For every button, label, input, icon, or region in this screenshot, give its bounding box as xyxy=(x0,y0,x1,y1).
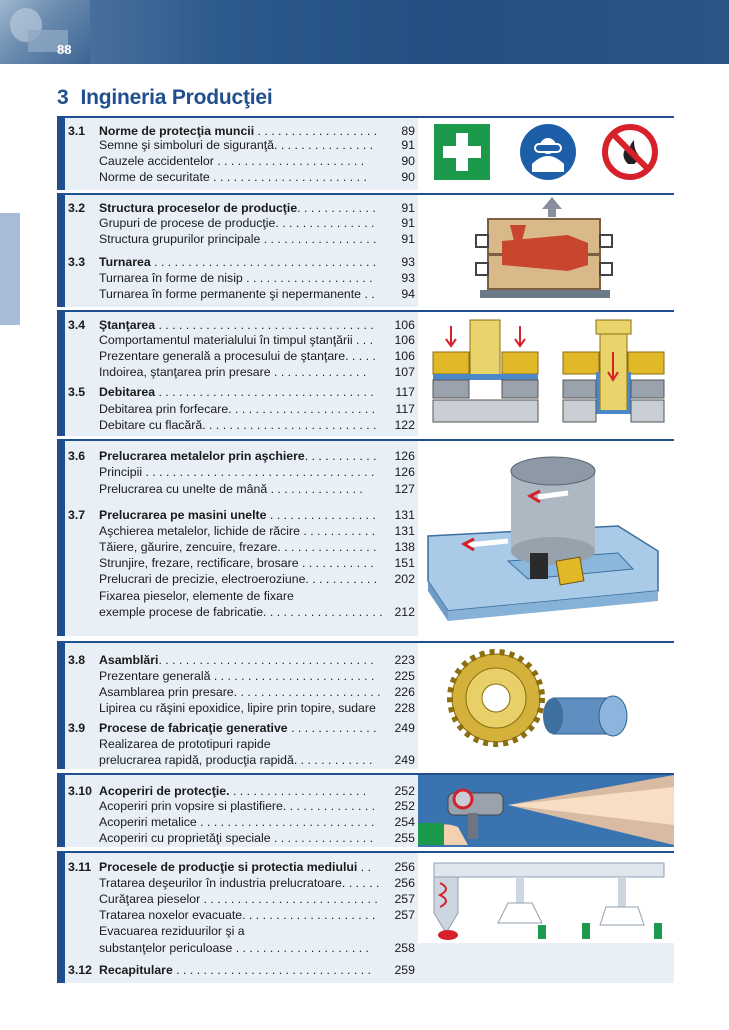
toc-entry[interactable]: Cauzele accidentelor . . . . . . . . . . . . . . . . . . . . . . 90 xyxy=(99,154,415,168)
spray-gun-illustration xyxy=(418,775,674,847)
toc-entry[interactable]: Acoperiri cu proprietăţi speciale . . . . . . . . . . . . . . . 255 xyxy=(99,831,415,845)
toc-entry[interactable]: Prezentare generală . . . . . . . . . . . . . . . . . . . . . . . . 225 xyxy=(99,669,415,683)
safety-signs-illustration xyxy=(418,118,674,190)
toc-entry[interactable]: Realizarea de prototipuri rapide xyxy=(99,737,271,751)
toc-entry[interactable]: Tratarea deşeurilor în industria prelucratoare. . . . . . 256 xyxy=(99,876,415,890)
toc-entry-3-9[interactable]: 3.9 Procese de fabricaţie generative . . . . . . . . . . . . . 249 xyxy=(68,721,415,735)
toc-entry[interactable]: Lipirea cu răşini epoxidice, lipire prin topire, sudare 228 xyxy=(99,701,415,715)
toc-entry[interactable]: Structura grupurilor principale . . . . . . . . . . . . . . . . . 91 xyxy=(99,232,415,246)
toc-entry[interactable]: Aşchierea metalelor, lichide de răcire . . . . . . . . . . . 131 xyxy=(99,524,415,538)
toc-entry[interactable]: Comportamentul materialului în timpul ştanţării . . . 106 xyxy=(99,333,415,347)
toc-entry-3-4[interactable]: 3.4 Ştanţarea . . . . . . . . . . . . . . . . . . . . . . . . . . . . . . . . 106 xyxy=(68,318,415,332)
toc-entry[interactable]: Evacuarea reziduurilor şi a xyxy=(99,924,245,938)
goggles-sign-icon xyxy=(520,124,576,180)
toc-entry[interactable]: Prelucrari de precizie, electroeroziune. . . . . . . . . . . 202 xyxy=(99,572,415,586)
toc-entry[interactable]: Acoperiri metalice . . . . . . . . . . . . . . . . . . . . . . . . . . 254 xyxy=(99,815,415,829)
toc-entry[interactable]: Norme de securitate . . . . . . . . . . . . . . . . . . . . . . . 90 xyxy=(99,170,415,184)
toc-entry-3-6[interactable]: 3.6 Prelucrarea metalelor prin aşchiere. . . . . . . . . . . 126 xyxy=(68,449,415,463)
toc-entry[interactable]: Turnarea în forme de nisip . . . . . . . . . . . . . . . . . . . 93 xyxy=(99,271,415,285)
toc-entry-3-10[interactable]: 3.10 Acoperiri de protecţie. . . . . . . . . . . . . . . . . . . . . 252 xyxy=(68,784,415,798)
chapter-number: 3 xyxy=(57,86,69,109)
toc-entry-3-2[interactable]: 3.2 Structura proceselor de producţie. . . . . . . . . . . . 91 xyxy=(68,201,415,215)
toc-entry[interactable]: Semne şi simboluri de siguranţă. . . . . . . . . . . . . . . 91 xyxy=(99,138,415,152)
toc-entry[interactable]: Fixarea pieselor, elemente de fixare xyxy=(99,589,294,603)
toc-entry[interactable]: Asamblarea prin presare. . . . . . . . . . . . . . . . . . . . . . 226 xyxy=(99,685,415,699)
toc-entry-3-12[interactable]: 3.12 Recapitulare . . . . . . . . . . . . . . . . . . . . . . . . . . . . . 259 xyxy=(68,963,415,977)
toc-entry[interactable]: exemple procese de fabricatie. . . . . . . . . . . . . . . . . . 212 xyxy=(99,605,415,619)
toc-entry-3-8[interactable]: 3.8 Asamblări. . . . . . . . . . . . . . . . . . . . . . . . . . . . . . . . 223 xyxy=(68,653,415,667)
toc-entry-3-1[interactable]: 3.1 Norme de protecţia muncii . . . . . . . . . . . . . . . . . . 89 xyxy=(68,124,415,138)
toc-entry[interactable]: Principii . . . . . . . . . . . . . . . . . . . . . . . . . . . . . . . . . . 126 xyxy=(99,465,415,479)
stamping-illustration xyxy=(418,312,674,436)
toc-section-safety xyxy=(57,116,674,190)
chapter-name: Ingineria Producţiei xyxy=(80,86,273,109)
chapter-title xyxy=(57,86,273,110)
toc-section-assembly xyxy=(57,641,674,769)
no-fire-sign-icon xyxy=(602,124,658,180)
toc-entry[interactable]: Turnarea în forme permanente şi nepermanente . . 94 xyxy=(99,287,415,301)
first-aid-sign-icon xyxy=(434,124,490,180)
toc-section-environment xyxy=(57,851,674,983)
toc-entry-3-11[interactable]: 3.11 Procesele de producţie si protectia mediului . . 256 xyxy=(68,860,415,874)
toc-entry[interactable]: prelucrarea rapidă, producţia rapidă. . . . . . . . . . . . 249 xyxy=(99,753,415,767)
toc-entry[interactable]: Grupuri de procese de producţie. . . . . . . . . . . . . . . 91 xyxy=(99,216,415,230)
exhaust-system-illustration xyxy=(418,853,674,943)
gear-assembly-illustration xyxy=(418,643,674,769)
toc-entry-3-5[interactable]: 3.5 Debitarea . . . . . . . . . . . . . . . . . . . . . . . . . . . . . . . . 117 xyxy=(68,385,415,399)
milling-illustration xyxy=(418,441,674,636)
side-tab xyxy=(0,213,20,325)
toc-section-coatings xyxy=(57,773,674,847)
toc-section-stamping xyxy=(57,310,674,436)
toc-entry[interactable]: Tăiere, găurire, zencuire, frezare. . . . . . . . . . . . . . . 138 xyxy=(99,540,415,554)
page-header xyxy=(0,0,729,64)
header-photo xyxy=(0,0,90,64)
toc-section-casting xyxy=(57,193,674,307)
toc-entry[interactable]: substanţelor periculoase . . . . . . . . . . . . . . . . . . . . 258 xyxy=(99,941,415,955)
toc-entry[interactable]: Debitarea prin forfecare. . . . . . . . . . . . . . . . . . . . . . 117 xyxy=(99,402,415,416)
toc-entry[interactable]: Strunjire, frezare, rectificare, brosare . . . . . . . . . . . 151 xyxy=(99,556,415,570)
page-number: 88 xyxy=(57,42,72,57)
toc-entry[interactable]: Curăţarea pieselor . . . . . . . . . . . . . . . . . . . . . . . . . . 257 xyxy=(99,892,415,906)
toc-entry-3-3[interactable]: 3.3 Turnarea . . . . . . . . . . . . . . . . . . . . . . . . . . . . . . . . . 93 xyxy=(68,255,415,269)
toc-entry[interactable]: Indoirea, ştanţarea prin presare . . . . . . . . . . . . . . 107 xyxy=(99,365,415,379)
toc-entry[interactable]: Acoperiri prin vopsire si plastifiere. . . . . . . . . . . . . . 252 xyxy=(99,799,415,813)
toc-entry[interactable]: Tratarea noxelor evacuate. . . . . . . . . . . . . . . . . . . . 257 xyxy=(99,908,415,922)
toc-entry[interactable]: Debitare cu flacără. . . . . . . . . . . . . . . . . . . . . . . . . . 122 xyxy=(99,418,415,432)
toc-entry[interactable]: Prezentare generală a procesului de ştanţare. . . . . 106 xyxy=(99,349,415,363)
toc-entry[interactable]: Prelucrarea cu unelte de mână . . . . . . . . . . . . . . 127 xyxy=(99,482,415,496)
toc-entry-3-7[interactable]: 3.7 Prelucrarea pe masini unelte . . . . . . . . . . . . . . . . 131 xyxy=(68,508,415,522)
toc-section-machining xyxy=(57,439,674,636)
casting-mold-illustration xyxy=(418,195,674,307)
